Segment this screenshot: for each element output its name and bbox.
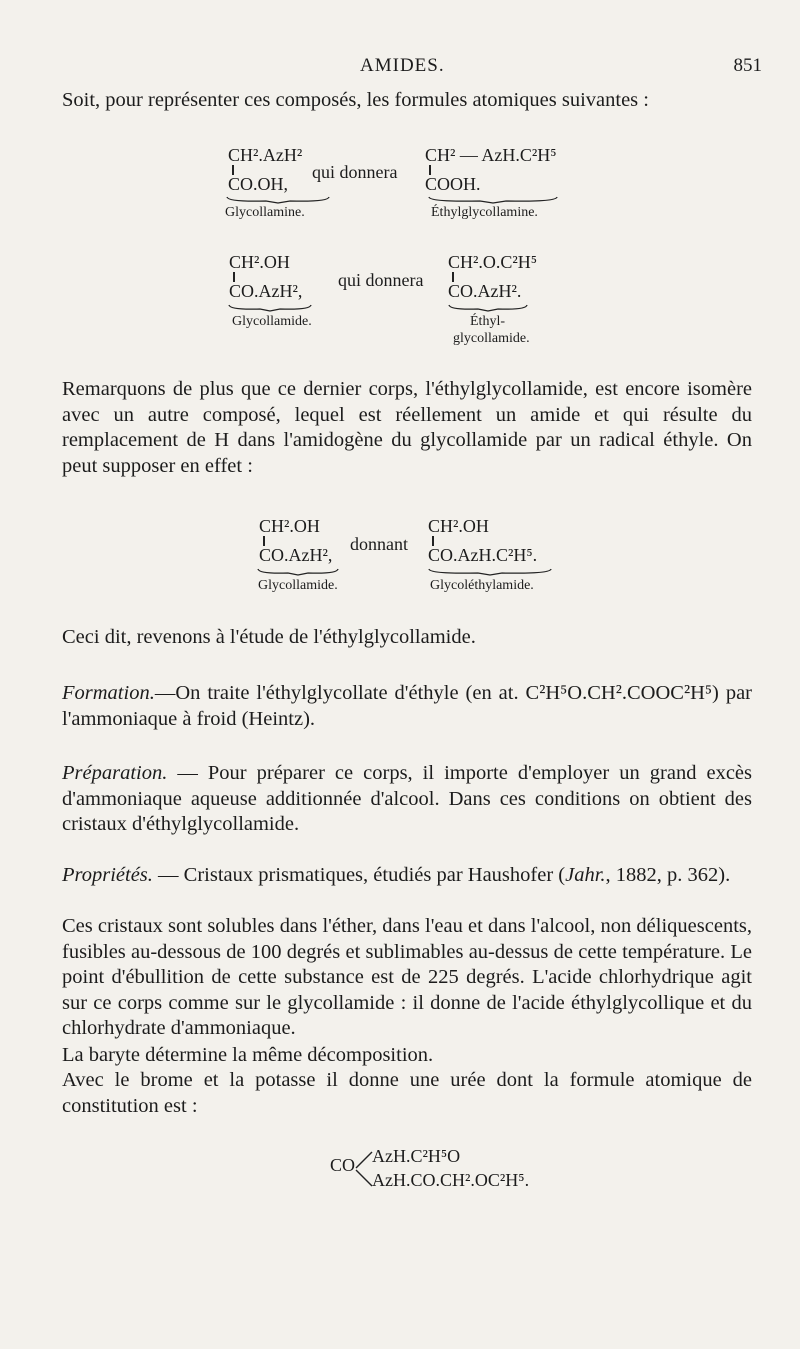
remark-paragraph: Remarquons de plus que ce dernier corps, l'éthylglycollamide, est encore isomère avec un autre composé, lequel est réellement un amide et qui résulte du remplacement de H dans l'amidogène du glycollamide par un radical éthyle. On peut supposer en effet : [62,378,752,477]
urea-co: CO [330,1155,356,1175]
underbrace [428,196,558,204]
underbrace [428,568,552,576]
formula-line-bottom: COOH. [425,174,481,194]
section-title-formation: Formation. [62,682,155,704]
underbrace [448,304,528,312]
compound-label: Glycollamine. [225,205,305,220]
baryte-paragraph: La baryte détermine la même décomposition. [62,1044,434,1066]
formula-glycollamide [229,253,302,301]
compound-label: Glycollamide. [258,578,338,593]
formula-ethylglycollamide [448,253,537,301]
formula-line-top: CH².AzH² [228,145,303,165]
proprietes-text-after: , 1882, p. 362). [605,864,731,886]
formula-line-bottom: CO.AzH², [259,545,333,565]
compound-label: glycollamide. [453,331,530,346]
compound-label: Éthyl- [470,314,505,329]
cristaux-paragraph: Ces cristaux sont solubles dans l'éther, dans l'eau et dans l'alcool, non déliquescents, fusibles au-dessous de 100 degrés et sublimables au-dessus de cette température. Le point d'ébullition de cette substance est de 225 degrés. L'acide chlorhydrique agit sur ce corps comme sur le glycollamide : il donne de l'acide éthylglycollique et du chlorhydrate d'ammoniaque. [62,915,752,1039]
formula-line-top: CH².OH [428,516,489,536]
formula-line-bottom: CO.AzH.C²H⁵. [428,545,538,565]
formation-text: —On traite l'éthylglycollate d'éthyle (en at. C²H⁵O.CH².COOC²H⁵) par l'ammoniaque à froid (Heintz). [62,682,752,730]
formula-line-top: CH².OH [259,516,320,536]
brome-paragraph: Avec le brome et la potasse il donne une urée dont la formule atomique de constitution est : [62,1069,752,1117]
section-title-proprietes: Propriétés. [62,864,153,886]
formula-line-top: CH².OH [229,252,290,272]
compound-label: Éthylglycollamine. [431,205,538,220]
formula-line-top: CH².O.C²H⁵ [448,252,538,272]
ceci-paragraph: Ceci dit, revenons à l'étude de l'éthylglycollamide. [62,626,476,648]
compound-label: Glycollamide. [232,314,312,329]
page-number: 851 [733,55,762,76]
underbrace [228,304,312,312]
formula-glycolethylamide [428,517,537,565]
preparation-section [62,761,752,838]
urea-bottom: AzH.CO.CH².OC²H⁵. [372,1170,530,1190]
formula-line-bottom: CO.AzH². [448,281,522,301]
reaction-verb: qui donnera [312,162,398,182]
compound-label: Glycoléthylamide. [430,578,534,593]
formula-ethylglycollamine [425,146,557,194]
reaction-verb: qui donnera [338,270,424,290]
journal-citation: Jahr. [565,864,606,886]
running-title: AMIDES. [360,55,445,76]
urea-top: AzH.C²H⁵O [372,1146,461,1166]
intro-paragraph: Soit, pour représenter ces composés, les formules atomiques suivantes : [62,89,649,111]
underbrace [226,196,330,204]
formula-line-bottom: CO.AzH², [229,281,303,301]
formula-line-top: CH² — AzH.C²H⁵ [425,145,557,165]
reaction-verb: donnant [350,534,408,554]
page-header [0,55,800,79]
section-title-preparation: Préparation. [62,762,168,784]
preparation-text: — Pour préparer ce corps, il importe d'employer un grand excès d'ammoniaque aqueuse additionnée d'alcool. Dans ces conditions on obtient des cristaux d'éthylglycollamide. [62,762,752,835]
formula-glycollamine [228,146,302,194]
formula-glycollamide [259,517,332,565]
proprietes-text-before: — Cristaux prismatiques, étudiés par Haushofer ( [152,864,566,886]
formula-line-bottom: CO.OH, [228,174,289,194]
formation-section [62,681,752,732]
underbrace [257,568,339,576]
proprietes-section [62,863,752,889]
bond-branches [354,1148,374,1192]
